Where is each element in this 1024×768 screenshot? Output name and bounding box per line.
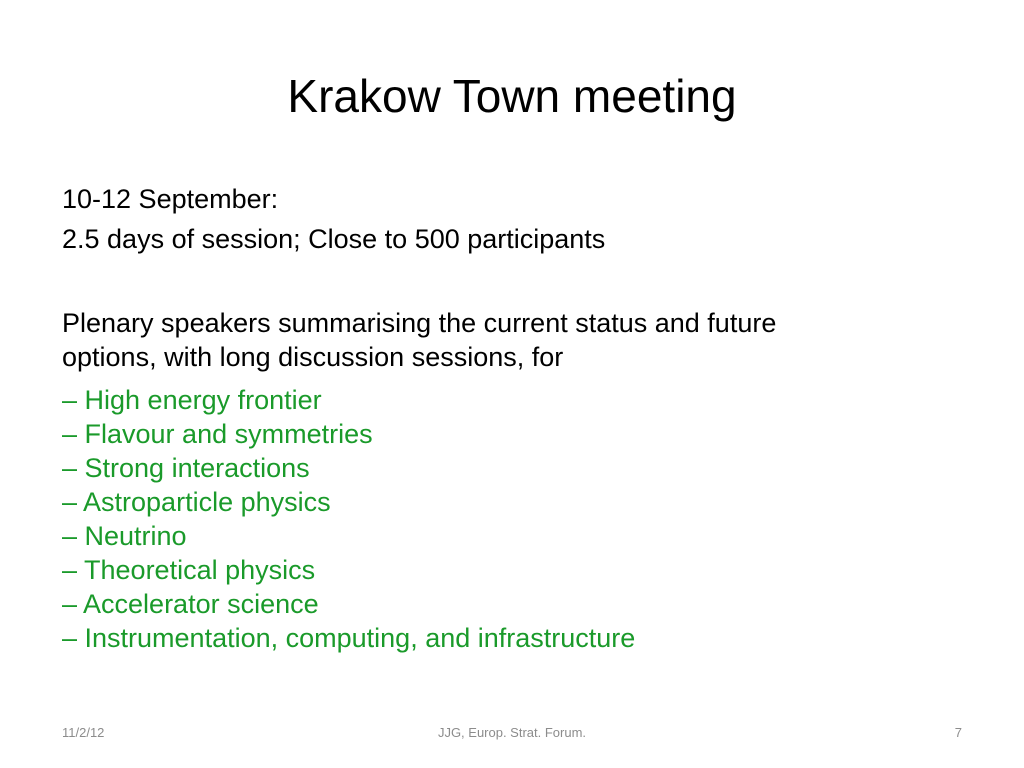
plenary-line-1: Plenary speakers summarising the current status and future — [62, 308, 777, 338]
footer-date: 11/2/12 — [62, 725, 105, 740]
topic-item: – Strong interactions — [62, 453, 310, 483]
topic-list — [62, 383, 635, 655]
slide-title: Krakow Town meeting — [287, 70, 737, 122]
plenary-line-2: options, with long discussion sessions, for — [62, 342, 564, 372]
page-number: 7 — [954, 725, 962, 740]
topic-item: – Theoretical physics — [62, 555, 316, 585]
topic-item: – Instrumentation, computing, and infrastructure — [62, 623, 636, 653]
session-line: 2.5 days of session; Close to 500 participants — [62, 224, 606, 254]
topic-item: – Accelerator science — [62, 589, 319, 619]
topic-item: – Flavour and symmetries — [62, 419, 373, 449]
topic-item: – Neutrino — [62, 521, 187, 551]
plenary-paragraph — [62, 306, 962, 374]
date-line: 10-12 September: — [62, 184, 279, 214]
topic-item: – High energy frontier — [62, 385, 322, 415]
footer-center-text: JJG, Europ. Strat. Forum. — [437, 725, 587, 740]
topic-item: – Astroparticle physics — [62, 487, 331, 517]
